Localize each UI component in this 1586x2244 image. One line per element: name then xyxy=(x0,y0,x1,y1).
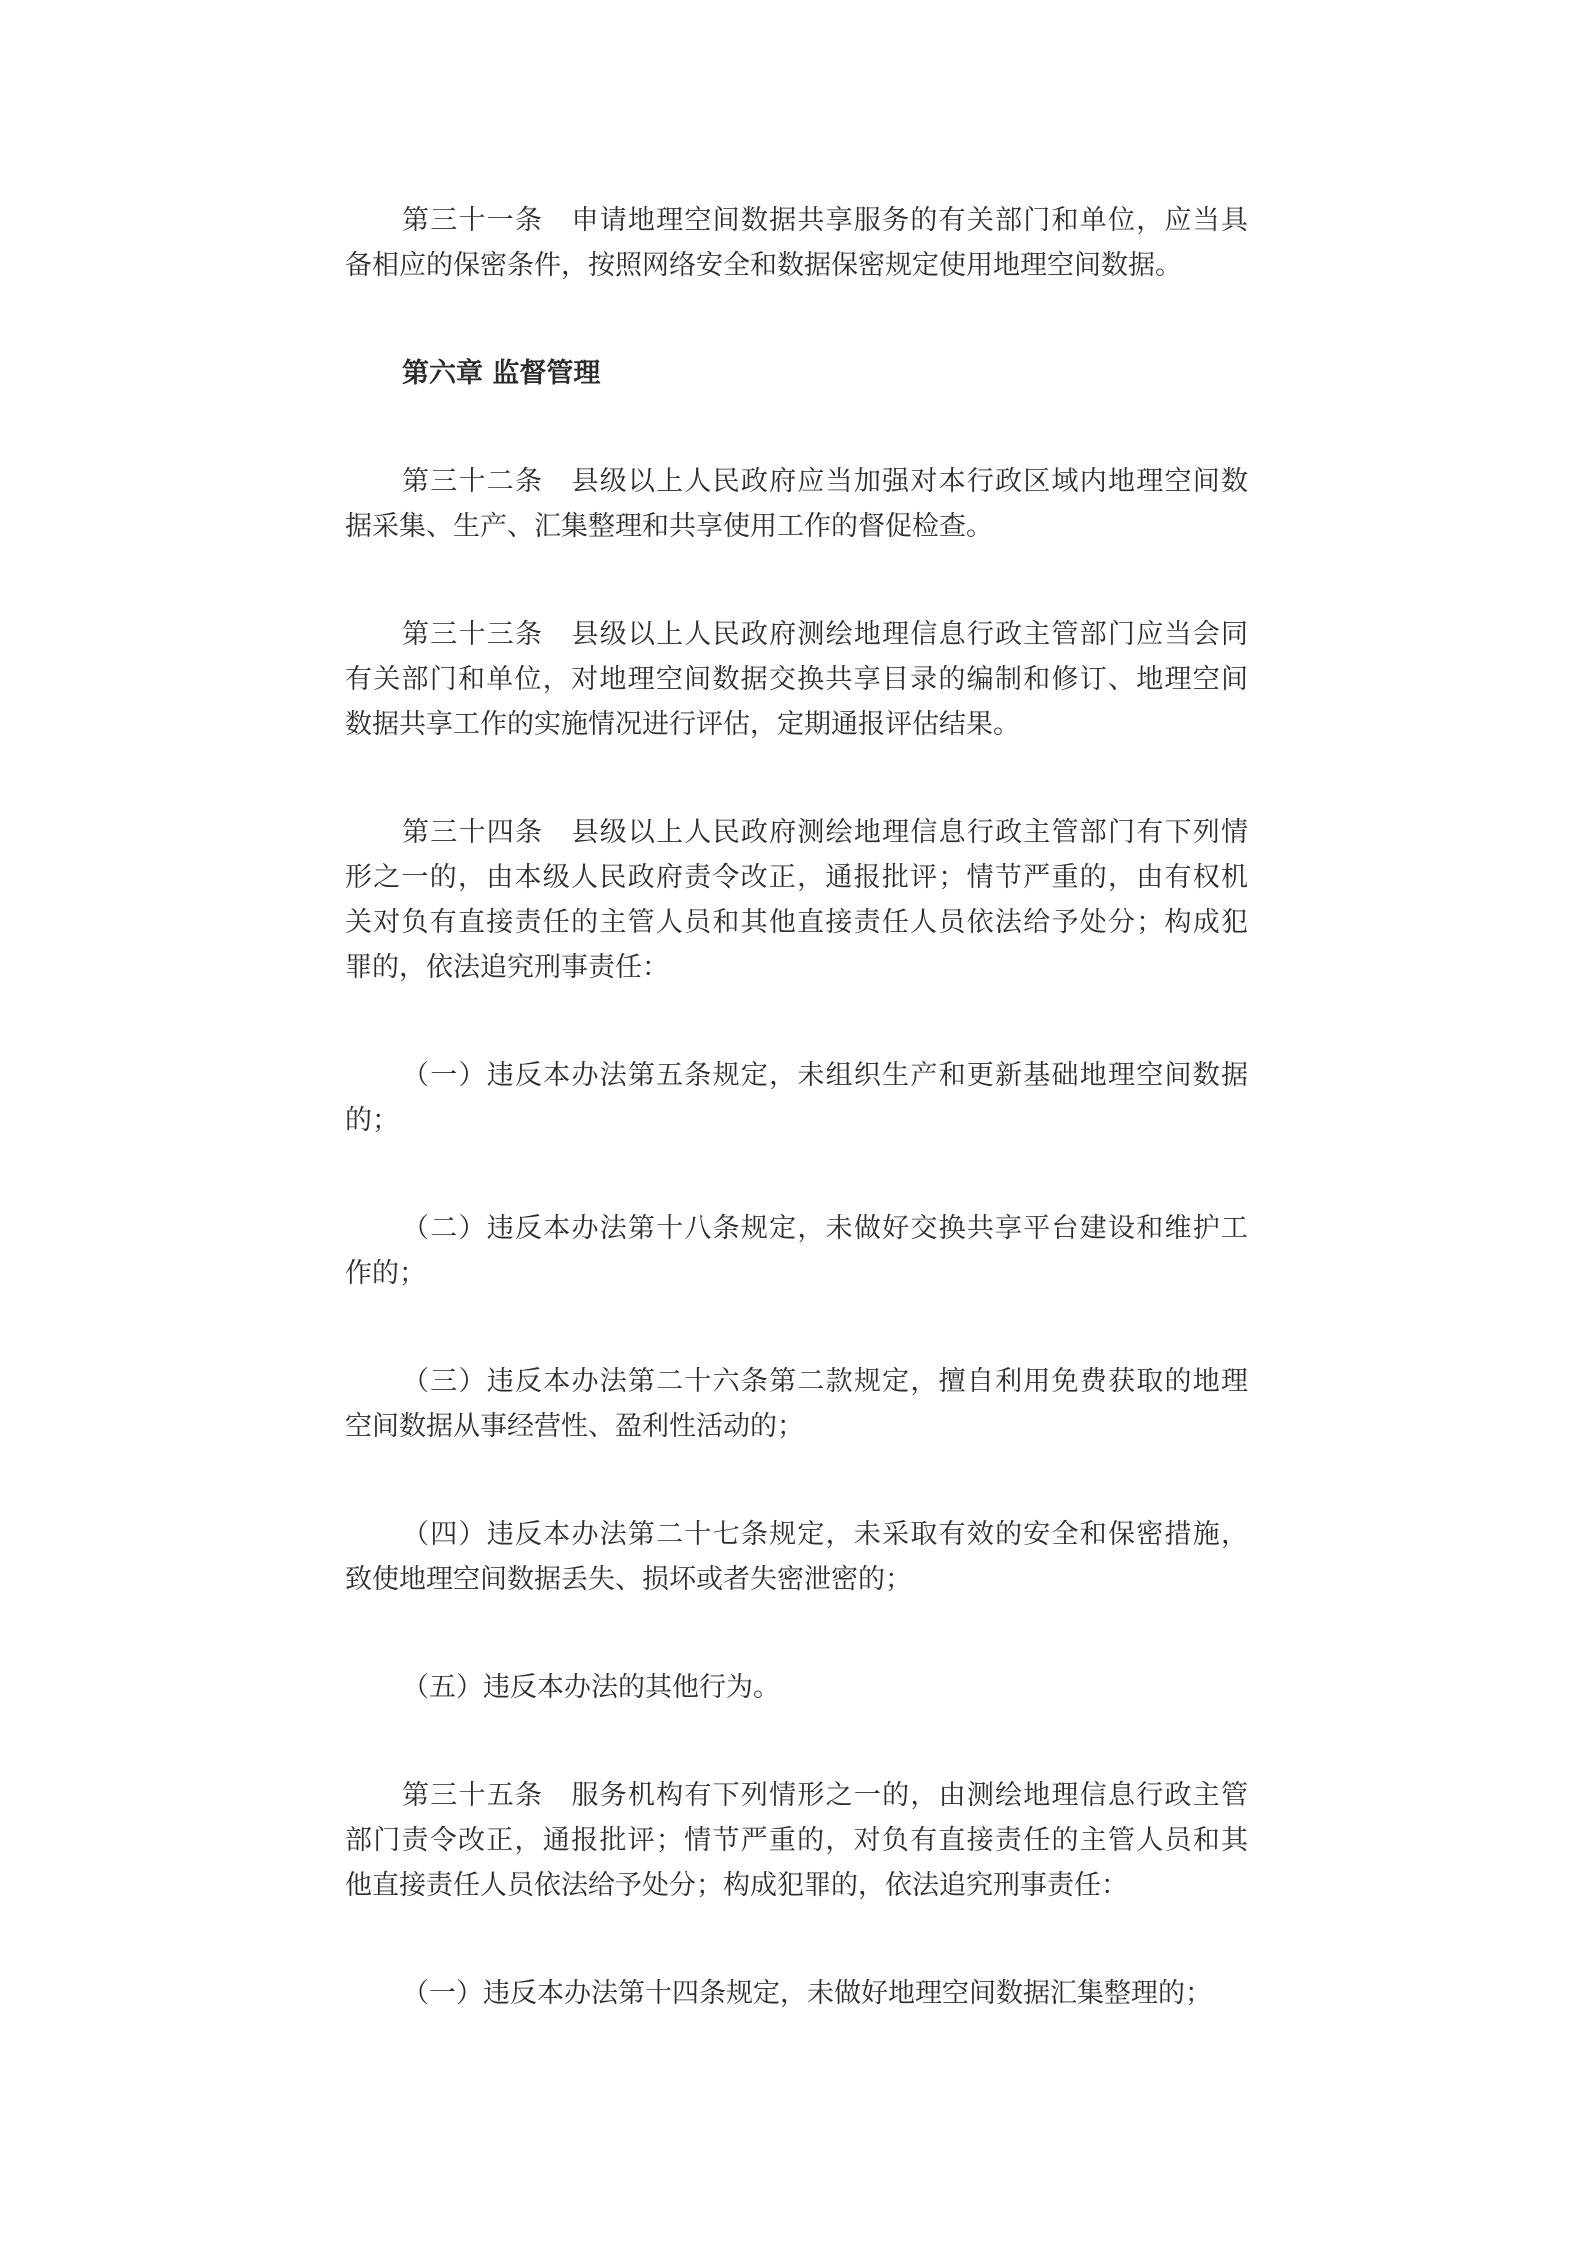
text-line: 第三十二条 县级以上人民政府应当加强对本行政区域内地理空间数 xyxy=(402,466,1248,497)
list-item xyxy=(345,1053,1248,1143)
text-line: 据采集、生产、汇集整理和共享使用工作的督促检查。 xyxy=(345,511,993,542)
list-item xyxy=(345,1512,1248,1602)
article-paragraph xyxy=(345,459,1248,549)
text-line: 形之一的，由本级人民政府责令改正，通报批评；情节严重的，由有权机 xyxy=(345,862,1248,893)
text-line: 空间数据从事经营性、盈利性活动的； xyxy=(345,1411,804,1442)
text-line: 作的； xyxy=(345,1258,426,1289)
list-item xyxy=(345,1971,1248,2016)
article-paragraph xyxy=(345,612,1248,747)
text-line: （五）违反本办法的其他行为。 xyxy=(402,1672,780,1703)
text-line: 数据共享工作的实施情况进行评估，定期通报评估结果。 xyxy=(345,709,1020,740)
text-line: 他直接责任人员依法给予处分；构成犯罪的，依法追究刑事责任： xyxy=(345,1870,1128,1901)
text-line: （二）违反本办法第十八条规定，未做好交换共享平台建设和维护工 xyxy=(402,1213,1248,1244)
text-line: 第六章 监督管理 xyxy=(402,358,601,389)
text-line: 部门责令改正，通报批评；情节严重的，对负有直接责任的主管人员和其 xyxy=(345,1825,1248,1856)
chapter-heading xyxy=(345,351,1248,396)
text-line: 罪的，依法追究刑事责任： xyxy=(345,952,669,983)
text-line: （四）违反本办法第二十七条规定，未采取有效的安全和保密措施， xyxy=(402,1519,1248,1550)
list-item xyxy=(345,1206,1248,1296)
text-line: 第三十四条 县级以上人民政府测绘地理信息行政主管部门有下列情 xyxy=(402,817,1248,848)
article-paragraph xyxy=(345,1773,1248,1908)
list-item xyxy=(345,1359,1248,1449)
text-line: 第三十一条 申请地理空间数据共享服务的有关部门和单位，应当具 xyxy=(402,205,1248,236)
text-line: 第三十三条 县级以上人民政府测绘地理信息行政主管部门应当会同 xyxy=(402,619,1248,650)
text-line: 第三十五条 服务机构有下列情形之一的，由测绘地理信息行政主管 xyxy=(402,1780,1248,1811)
text-line: 备相应的保密条件，按照网络安全和数据保密规定使用地理空间数据。 xyxy=(345,250,1182,281)
list-item xyxy=(345,1665,1248,1710)
text-line: （一）违反本办法第十四条规定，未做好地理空间数据汇集整理的； xyxy=(402,1978,1212,2009)
article-paragraph xyxy=(345,198,1248,288)
text-line: 的； xyxy=(345,1105,399,1136)
document-page xyxy=(345,198,1248,2079)
article-paragraph xyxy=(345,810,1248,990)
text-line: 关对负有直接责任的主管人员和其他直接责任人员依法给予处分；构成犯 xyxy=(345,907,1248,938)
text-line: （三）违反本办法第二十六条第二款规定，擅自利用免费获取的地理 xyxy=(402,1366,1248,1397)
text-line: 有关部门和单位，对地理空间数据交换共享目录的编制和修订、地理空间 xyxy=(345,664,1248,695)
text-line: （一）违反本办法第五条规定，未组织生产和更新基础地理空间数据 xyxy=(402,1060,1248,1091)
text-line: 致使地理空间数据丢失、损坏或者失密泄密的； xyxy=(345,1564,912,1595)
